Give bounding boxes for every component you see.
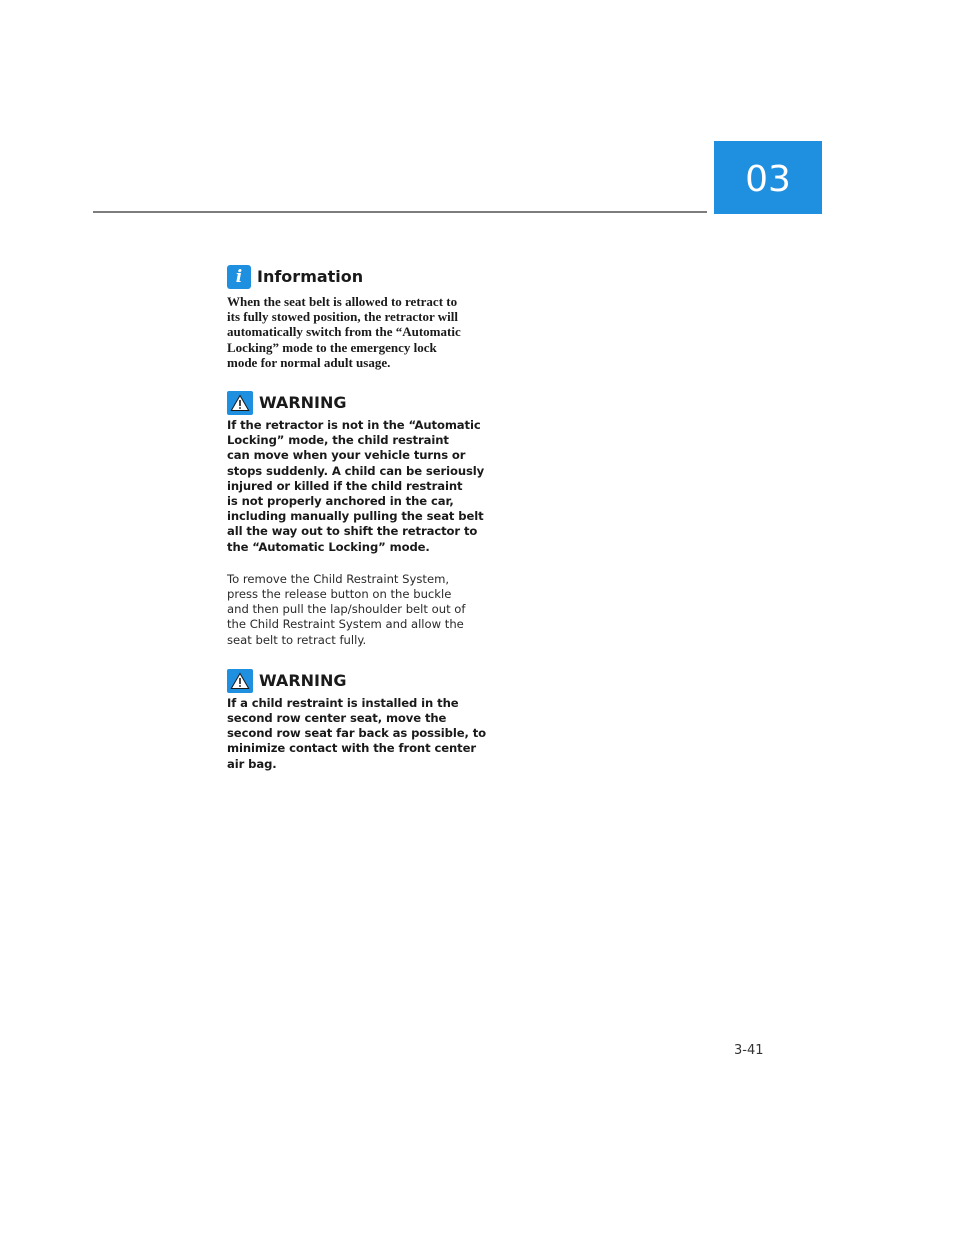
- info-heading: [227, 263, 497, 291]
- info-line: Locking” mode to the emergency lock: [227, 339, 437, 355]
- body-line: the Child Restraint System and allow the: [227, 617, 464, 632]
- warning-heading-1: [227, 389, 497, 417]
- info-text: [227, 294, 497, 370]
- body-line: To remove the Child Restraint System,: [227, 571, 450, 586]
- warning-title-2: WARNING: [259, 670, 347, 690]
- info-line: its fully stowed position, the retractor will: [227, 309, 458, 325]
- info-icon: i: [227, 265, 251, 289]
- info-line: mode for normal adult usage.: [227, 354, 391, 370]
- warning-line: If the retractor is not in the “Automatic: [227, 418, 481, 433]
- main-column: [227, 263, 497, 772]
- warning-line: including manually pulling the seat belt: [227, 509, 484, 524]
- warning-text-1: [227, 418, 497, 555]
- info-line: automatically switch from the “Automatic: [227, 324, 461, 340]
- chapter-number: 03: [745, 159, 791, 200]
- warning-heading-2: [227, 667, 497, 695]
- warning-line: is not properly anchored in the car,: [227, 494, 454, 509]
- warning-line: stops suddenly. A child can be seriously: [227, 463, 485, 478]
- info-section: [227, 263, 497, 370]
- warning-text-2: [227, 696, 497, 772]
- body-line: seat belt to retract fully.: [227, 632, 367, 647]
- page-number: 3-41: [734, 1043, 764, 1058]
- warning-line: all the way out to shift the retractor to: [227, 524, 478, 539]
- warning-line: the “Automatic Locking” mode.: [227, 539, 430, 554]
- info-title: Information: [257, 267, 364, 286]
- warning-line: If a child restraint is installed in the: [227, 695, 459, 710]
- warning-triangle-icon: [227, 391, 253, 415]
- warning-line: injured or killed if the child restraint: [227, 478, 463, 493]
- chapter-tab: [714, 141, 822, 214]
- header-rule: [93, 211, 707, 213]
- info-line: When the seat belt is allowed to retract to: [227, 294, 458, 309]
- body-line: press the release button on the buckle: [227, 587, 452, 602]
- warning-line: second row center seat, move the: [227, 711, 447, 726]
- body-paragraph: [227, 572, 497, 648]
- warning-section-2: [227, 667, 497, 772]
- warning-title-1: WARNING: [259, 393, 347, 413]
- warning-line: can move when your vehicle turns or: [227, 448, 466, 463]
- warning-line: Locking” mode, the child restraint: [227, 433, 449, 448]
- warning-section-1: [227, 389, 497, 555]
- warning-triangle-icon: [227, 669, 253, 693]
- warning-line: minimize contact with the front center: [227, 741, 476, 756]
- body-line: and then pull the lap/shoulder belt out of: [227, 602, 466, 617]
- warning-line: air bag.: [227, 756, 277, 771]
- warning-line: second row seat far back as possible, to: [227, 726, 487, 741]
